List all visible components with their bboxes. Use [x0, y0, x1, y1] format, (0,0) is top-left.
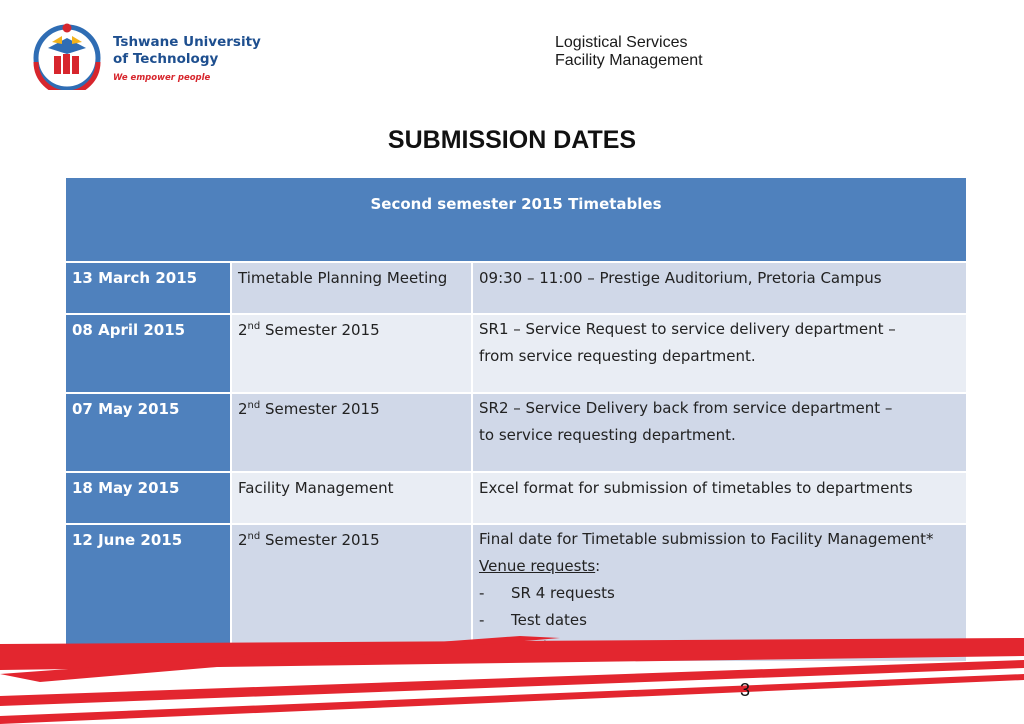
tut-emblem-icon — [30, 18, 106, 90]
dept-line-1: Logistical Services — [555, 34, 688, 51]
bullet-text: Test dates — [511, 611, 587, 629]
row-event — [231, 393, 472, 472]
venue-requests-label: Venue requests — [479, 557, 596, 575]
row-event: Timetable Planning Meeting — [231, 262, 472, 314]
table-header-row — [65, 177, 967, 262]
submission-dates-table — [64, 176, 968, 663]
row-date: 13 March 2015 — [65, 262, 231, 314]
event-prefix: 2 — [238, 321, 248, 339]
event-suffix: Semester 2015 — [260, 531, 380, 549]
event-sup: nd — [247, 321, 261, 332]
table-row — [65, 472, 967, 524]
logo-name-line1: Tshwane University — [113, 34, 261, 50]
row-date: 18 May 2015 — [65, 472, 231, 524]
list-item — [479, 580, 960, 607]
logo-name-line2: of Technology — [113, 51, 219, 67]
description-line: SR2 – Service Delivery back from service department – — [479, 399, 893, 417]
table-row — [65, 262, 967, 314]
row-date: 12 June 2015 — [65, 524, 231, 662]
red-ribbon-decoration — [0, 630, 1024, 724]
venue-colon: : — [595, 557, 601, 575]
table-header: Second semester 2015 Timetables — [65, 177, 967, 262]
event-prefix: 2 — [238, 531, 248, 549]
university-logo — [30, 18, 260, 90]
description-line: to service requesting department. — [479, 426, 736, 444]
description-line: Final date for Timetable submission to Facility Management* — [479, 530, 934, 548]
bullet-dash: - — [479, 611, 485, 629]
logo-tagline: We empower people — [113, 73, 211, 83]
department-header — [555, 34, 703, 70]
row-event: Facility Management — [231, 472, 472, 524]
venue-requests-line — [479, 553, 960, 580]
description-line: from service requesting department. — [479, 347, 756, 365]
row-description: 09:30 – 11:00 – Prestige Auditorium, Pretoria Campus — [472, 262, 967, 314]
event-suffix: Semester 2015 — [260, 400, 380, 418]
event-prefix: 2 — [238, 400, 248, 418]
dept-line-2: Facility Management — [555, 52, 703, 69]
row-description — [472, 393, 967, 472]
row-event — [231, 314, 472, 393]
row-description — [472, 314, 967, 393]
table-row — [65, 314, 967, 393]
description-line: SR1 – Service Request to service delivery department – — [479, 320, 896, 338]
page-number: 3 — [740, 680, 751, 700]
event-sup: nd — [247, 531, 261, 542]
row-date: 08 April 2015 — [65, 314, 231, 393]
row-description: Excel format for submission of timetables to departments — [472, 472, 967, 524]
table-row — [65, 393, 967, 472]
bullet-dash: - — [479, 584, 485, 602]
page-title: SUBMISSION DATES — [387, 126, 637, 154]
row-date: 07 May 2015 — [65, 393, 231, 472]
event-sup: nd — [247, 400, 261, 411]
event-suffix: Semester 2015 — [260, 321, 380, 339]
bullet-text: SR 4 requests — [511, 584, 615, 602]
